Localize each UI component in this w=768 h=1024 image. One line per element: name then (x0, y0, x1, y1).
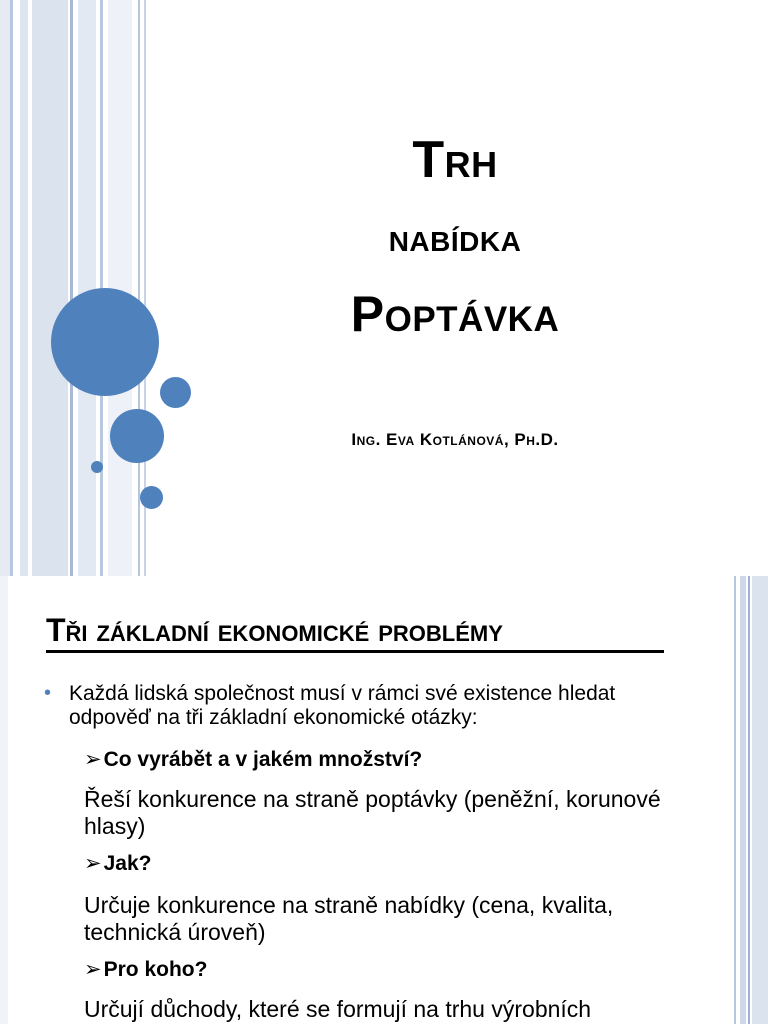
question-heading-text: Co vyrábět a v jakém množství? (103, 748, 423, 771)
slide-title: Tři základní ekonomické problémy (46, 612, 503, 648)
decorative-stripe (20, 0, 28, 576)
title-underline (46, 650, 664, 653)
intro-paragraph: Každá lidská společnost musí v rámci své existence hledat odpověď na tři základní ekonomické otázky: (69, 682, 616, 729)
title-line-trh: Trh (412, 131, 498, 189)
decorative-stripe (138, 0, 140, 576)
decorative-stripe (78, 0, 96, 576)
question-heading-text: Pro koho? (103, 958, 208, 981)
question-heading (84, 746, 422, 774)
decorative-stripe (0, 0, 10, 576)
arrow-bullet-icon: ➢ (84, 958, 102, 981)
decorative-circle-large (51, 288, 159, 396)
content-slide (0, 576, 768, 1024)
bullet-icon: • (44, 682, 52, 704)
decorative-stripe (748, 576, 750, 1024)
question-heading (84, 850, 151, 878)
author-name: Ing. Eva Kotlánová, Ph.D. (351, 430, 559, 449)
question-answer: Určuje konkurence na straně nabídky (cena, kvalita, technická úroveň) (84, 892, 614, 945)
arrow-bullet-icon: ➢ (84, 748, 102, 771)
arrow-bullet-icon: ➢ (84, 852, 102, 875)
decorative-circle-medium (110, 409, 164, 463)
decorative-stripe (10, 0, 13, 576)
decorative-stripe (70, 0, 73, 576)
question-heading-text: Jak? (103, 852, 152, 875)
decorative-stripe (0, 576, 8, 1024)
decorative-circle-small (140, 486, 163, 509)
decorative-stripe (752, 576, 768, 1024)
question-heading (84, 956, 207, 984)
question-answer: Řeší konkurence na straně poptávky (peněžní, korunové hlasy) (84, 786, 661, 839)
title-line-poptavka: Poptávka (350, 286, 560, 342)
decorative-stripe (740, 576, 746, 1024)
question-answer: Určují důchody, které se formují na trhu výrobních (84, 996, 592, 1022)
decorative-stripe (734, 576, 736, 1024)
decorative-circle-small (160, 377, 191, 408)
decorative-stripe (32, 0, 68, 576)
title-line-nabidka: nabídka (388, 216, 522, 260)
decorative-circle-tiny (91, 461, 103, 473)
